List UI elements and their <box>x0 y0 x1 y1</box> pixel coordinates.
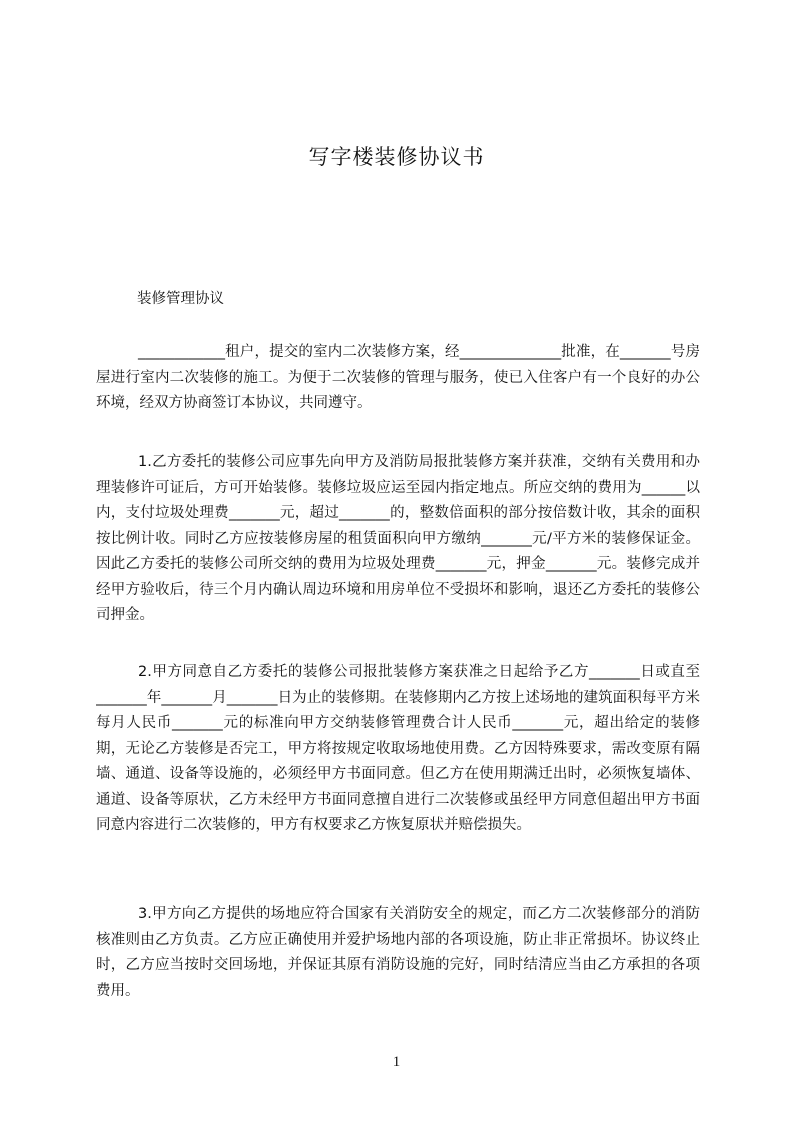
clause-3-paragraph: 3.甲方向乙方提供的场地应符合国家有关消防安全的规定，而乙方二次装修部分的消防核准则由乙方负责。乙方应正确使用并爱护场地内部的各项设施，防止非正常损坏。协议终止时，乙方应当按时交回场地，并保证其原有消防设施的完好，同时结清应当由乙方承担的各项费用。 <box>96 906 700 999</box>
page-number: 1 <box>392 1054 401 1070</box>
intro-paragraph: ____________租户，提交的室内二次装修方案，经______________批准，在_______号房屋进行室内二次装修的施工。为便于二次装修的管理与服务，使已入住客户有一个良好的办公环境，经双方协商签订本协议，共同遵守。 <box>96 344 700 411</box>
clause-2-paragraph: 2.甲方同意自乙方委托的装修公司报批装修方案获准之日起给予乙方_______日或直至_______年_______月_______日为止的装修期。在装修期内乙方按上述场地的建筑面积每平方米每月人民币_______元的标准向甲方交纳装修管理费合计人民币_______元，超出给定的装修期，无论乙方装修是否完工，甲方将按规定收取场地使用费。乙方因特殊要求，需改变原有隔墙、通道、设备等设施的，必须经甲方书面同意。但乙方在使用期满迁出时，必须恢复墙体、通道、设备等原状，乙方未经甲方书面同意擅自进行二次装修或虽经甲方同意但超出甲方书面同意内容进行二次装修的，甲方有权要求乙方恢复原状并赔偿损失。 <box>96 664 700 833</box>
clause-1-paragraph: 1.乙方委托的装修公司应事先向甲方及消防局报批装修方案并获准，交纳有关费用和办理装修许可证后，方可开始装修。装修垃圾应运至园内指定地点。所应交纳的费用为______以内，支付垃圾处理费_______元，超过_______的，整数倍面积的部分按倍数计收，其余的面积按比例计收。同时乙方应按装修房屋的租赁面积向甲方缴纳_______元/平方米的装修保证金。因此乙方委托的装修公司所交纳的费用为垃圾处理费_______元，押金_______元。装修完成并经甲方验收后，待三个月内确认周边环境和用房单位不受损坏和影响，退还乙方委托的装修公司押金。 <box>96 454 700 623</box>
section-heading: 装修管理协议 <box>137 291 224 307</box>
document-title: 写字楼装修协议书 <box>308 145 485 169</box>
